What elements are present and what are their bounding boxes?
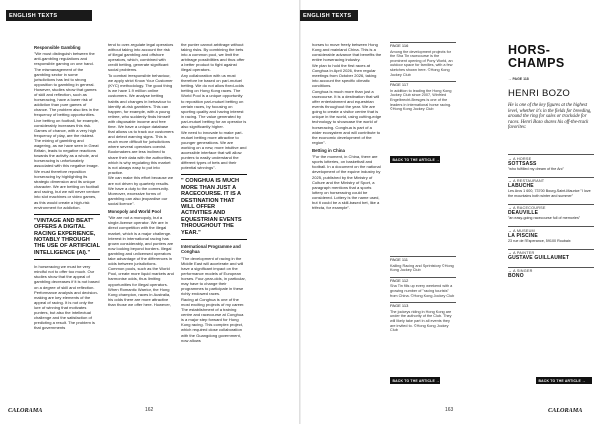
article-column-2	[108, 42, 174, 307]
favorite-value: LABUCHE	[508, 183, 534, 189]
paragraph: "The development of racing in the Middle East will accelerate and will have a significant impact on the performance models of European horses. Four-year-olds, in particular, may have to change their programmes to participate in these richly endowed races.	[181, 255, 246, 297]
favorite-value: GUSTAVE GUILLAUMET	[508, 255, 570, 261]
subheading-international: International Programme and Conghua	[181, 244, 241, 255]
brand-logo-right: CALORAMA	[548, 407, 583, 414]
page-number-right: 163	[445, 407, 454, 413]
article-column-3	[181, 42, 247, 343]
arrow-icon: →	[508, 269, 512, 273]
hors-champs-title-line: CHAMPS	[508, 55, 565, 70]
arrow-icon: →	[508, 206, 512, 210]
favorites-list	[508, 154, 594, 285]
paragraph: horses to move freely between Hong Kong and mainland China. This is a considerable advance that benefits the entire horseracing industry.	[312, 42, 382, 63]
caption	[390, 302, 456, 333]
favorite-value: SOTTSASS	[508, 160, 537, 167]
favorite-category-label: A HORSE	[513, 156, 532, 161]
caption	[390, 277, 456, 298]
caption-page-label: PAGE 112	[390, 277, 409, 283]
caption-page-label: PAGE 113	[390, 303, 409, 309]
favorite-detail: 23 rue de l'Esperance, 59100 Roubaix	[508, 238, 571, 243]
paragraph: the punter cannot arbitrage without taking risks. By combining the bets into a common pool, we limit the arbitrage possibilities and thus offer a better product to fight against illegal operators.	[181, 42, 245, 73]
favorite-item	[508, 226, 594, 243]
caption-text: Sha Tin fills up every weekend with a growing number of "racing tourists" from China. ©Hong Kong Jockey Club	[390, 284, 455, 298]
paragraph: "We must distinguish between the anti-gambling regulations and responsible gaming on one hand. The mismanagement of the gambling sector in some jurisdictions has led to strong opposition to gambling in general. However, studies show that games of skill and reflection, such as horseracing, have a lower risk of addiction than pure games of chance. The problem also lies in the frequency of betting opportunities. Live betting on football, for example, considerably increases this risk. Games of chance, with a very high frequency of play, are the riskiest. The mixing of gambling and wagering, as we have seen in Great Britain, leads to negative reactions towards the activity as a whole, and horseracing is unfortunately associated with this negative image.	[34, 51, 100, 169]
caption-text: The jockeys riding in Hong Kong are under the authority of the Club. They will likely take part in all events they are invited to. ©Hong Kong Jockey Club	[390, 309, 452, 333]
caption	[390, 256, 456, 273]
section-tab-left: ENGLISH TEXTS	[6, 10, 92, 21]
caption-text: Among the development projects for the Sha Tin racecourse is the prominent opening of Pony World, an outdoor space for families, with a few sketches shown here. ©Hong Kong Jockey Club	[390, 49, 453, 77]
paragraph: To combat irresponsible behaviour, we apply strict Know Your Customer (KYC) methodology. The good thing is we have 1.9 million online customers. We analyse betting habits and changes in behaviour to identify at-risk gamblers. This can happen, for example, with a young retiree, who suddenly finds himself with disposable income and free time. We have a unique database that allows us to track our customers and detect warning signs. This is much more difficult for jurisdictions where several operators coexist. Bookmakers are less inclined to share their data with the authorities, which is why regulating this market is not always easy to put into practice.	[108, 73, 174, 175]
article-column-1	[34, 42, 100, 331]
caption-text: In addition to leading the Hong Kong Jockey Club since 2007, Winfried Engelbrecht-Bresges is one of the leaders in international horse racing. ©Hong Kong Jockey Club	[390, 88, 452, 112]
favorite-detail: Les Arcs 1 600, 73700 Bourg-Saint-Maurice "I love the mountains both winter and summer"	[508, 189, 591, 198]
paragraph: We must therefore reposition horseracing by highlighting its strategic dimension and its unique character. We are betting on football and racing, but we will never venture into slot machines or video games, as this would create a high-risk environment for addiction.	[34, 168, 100, 210]
arrow-icon: →	[508, 179, 512, 183]
hors-champs-title	[508, 44, 565, 69]
favorite-detail: "who fulfilled my dream of the Arc"	[508, 166, 564, 171]
captions-column	[390, 42, 456, 116]
hors-champs-intro: He is one of the key figures at the highest level, whether it's in the fields for breeding, around the ring for sales or trackside for races. Henri Bozo shares his off-the-track favorites:	[508, 103, 592, 131]
favorite-value: LA PISCINE	[508, 232, 538, 239]
hors-champs-page-link[interactable]: → PAGE 118	[508, 77, 529, 81]
favorite-item	[508, 154, 594, 171]
back-to-article-button[interactable]: BACK TO THE ARTICLE →	[536, 377, 592, 384]
hors-champs-title-line: HORS-	[508, 43, 551, 57]
caption-page-label: PAGE 111	[390, 257, 409, 262]
favorite-item	[508, 249, 594, 262]
paragraph: Any collaboration with us must therefore be based on pari-mutuel betting. We do not allow fixed-odds betting on Hong Kong races. The World Pool is a unique opportunity to reposition pari-mutuel betting on certain races, by focusing on sporting quality and having interest in racing. The value generated by pari-mutuel betting for an operator is also significantly higher.	[181, 73, 247, 129]
captions-column-lower	[390, 256, 456, 337]
favorite-value: DEAUVILLE	[508, 210, 539, 216]
back-to-article-button[interactable]: BACK TO THE ARTICLE →	[390, 377, 440, 384]
caption-page-label: PAGE 116	[390, 43, 409, 48]
favorite-category-label: A PAINTER	[513, 251, 535, 255]
paragraph: In horseracing we must be very mindful not to offer too much. Our studies show that the appeal of gambling decreases if it is not based on a degree of skill and reflection. Performance analysis and decision-making are key elements of the appeal of racing. It is not only the lure of winning that motivates punters, but also the intellectual challenge and the satisfaction of predicting a result. The problem is that governments	[34, 264, 100, 331]
pull-quote: " CONGHUA IS MUCH MORE THAN JUST A RACECOURSE. IT IS A DESTINATION THAT WILL OFFER ACTIVITIES AND EQUESTRIAN EVENTS THROUGHOUT THE YEAR."	[181, 174, 247, 240]
favorite-category-label: A RESTAURANT	[513, 179, 545, 183]
subheading-betting-china: Betting in China	[312, 147, 345, 153]
paragraph: Conghua is much more than just a racecourse. It is a destination that will offer entertainment and equestrian events throughout the year. We are going to create a visitor centre that is unique in the world, using cutting-edge technology to showcase the world of horseracing. Conghua is part of a wider ecosystem and will contribute to the economic development of the region".	[312, 88, 382, 145]
back-to-article-button[interactable]: BACK TO THE ARTICLE →	[390, 156, 440, 163]
arrow-icon: →	[508, 156, 512, 161]
favorite-item	[508, 177, 594, 199]
caption	[390, 42, 456, 77]
favorite-item	[508, 267, 594, 280]
brand-logo-left: CALORAMA	[8, 407, 43, 414]
article-column-4	[312, 42, 382, 211]
page-number-left: 162	[145, 407, 154, 413]
favorite-category-label: A RACECOURSE	[513, 206, 546, 210]
favorite-detail: "an easy-going racecourse full of memories"	[508, 216, 581, 220]
arrow-icon: →	[508, 251, 512, 255]
favorite-item	[508, 204, 594, 221]
paragraph: "We are not a monopoly, but a single-license operator. We are in direct competition with the illegal market, which is a major challenge. Interest in international racing has grown considerably, and punters are now looking beyond borders. Illegal gambling and unlicensed operators take advantage of the differences in odds between jurisdictions. Common pools, such as the World Pool, create more liquid markets and harmonise odds, thus limiting opportunities for illegal operators. When Romantic Warrior, the Hong Kong champion, races in Australia, his odds there are more attractive than those we offer here. However,	[108, 215, 174, 307]
favorite-value: BONO	[508, 273, 524, 279]
caption-page-label: PAGE 117	[390, 82, 409, 88]
subheading-monopoly: Monopoly and World Pool	[108, 209, 161, 214]
favorite-category-label: A SINGER	[513, 269, 533, 273]
interviewee-name: HENRI BOZO	[508, 88, 571, 99]
caption	[390, 81, 456, 112]
arrow-icon: →	[508, 228, 512, 233]
paragraph: "For the moment, in China, there are sports lotteries, on basketball and football. In a document on the national development of the equine industry by 2025, published by the Ministry of Culture and the Ministry of Sport, a paragraph mentions that a sports lottery on horseracing could be considered. Lottery is the name used, but it could be a skill-based bet, like a trifecta, for example".	[312, 154, 381, 211]
favorite-category-label: A MUSEUM	[513, 228, 535, 233]
paragraph: We need to innovate to make pari-mutuel betting more attractive to younger generations. We are working on a new, more intuitive and accessible interface that will allow punters to easily understand the different types of bets and their potential winnings".	[181, 129, 247, 171]
paragraph: We can make this effort because we are not driven by quarterly results. We have a duty to the community. Moreover, excessive forms of gambling can also jeopardise our social licence".	[108, 175, 174, 206]
section-tab-right: ENGLISH TEXTS	[300, 10, 358, 21]
subheading-responsible-gambling: Responsible Gambling	[34, 45, 81, 50]
pull-quote: "VINTAGE AND BEAT" OFFERS A DIGITAL RACING EXPERIENCE, NOTABLY THROUGH THE USE OF ARTIFICIAL INTELLIGENCE (AI)."	[34, 214, 100, 260]
caption-text: Kalling Racing and Sprintstory ©Hong Kong Jockey Club	[390, 263, 454, 273]
page-gutter	[299, 0, 301, 424]
paragraph: We plan to hold the first races at Conghua in April 2026, then regular meetings from October 2026, taking into account the specific climatic conditions.	[312, 62, 377, 89]
paragraph: Racing at Conghua is one of the most exciting projects of my career. The establishment of a training centre and racecourse at Conghua is a major step forward for Hong Kong racing. This complex project, which required close collaboration with the Guangdong government, now allows	[181, 296, 245, 343]
paragraph: tend to over-regulate legal operators without taking into account the risk of illegal gambling and offshore operators, which, combined with credit betting, generate significant social problems.	[108, 42, 174, 73]
